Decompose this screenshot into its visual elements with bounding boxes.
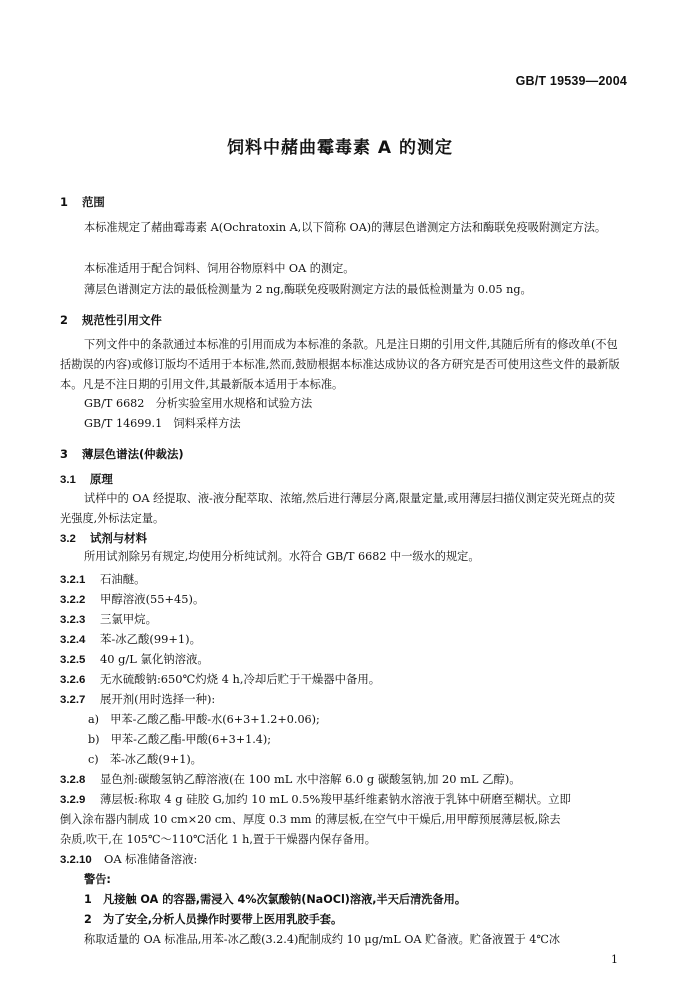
clause-text-continued: 杂质,吹干,在 105℃～110℃活化 1 h,置于干燥器内保存备用。 bbox=[60, 833, 376, 846]
paragraph: 本标准适用于配合饲料、饲用谷物原料中 OA 的测定。 bbox=[84, 262, 355, 275]
clause-text: 薄层板:称取 4 g 硅胶 G,加约 10 mL 0.5%羧甲基纤维素钠水溶液于乳钵中研磨至糊状。立即 bbox=[100, 792, 571, 806]
section-2-heading bbox=[60, 312, 162, 328]
paragraph: 薄层色谱测定方法的最低检测量为 2 ng,酶联免疫吸附测定方法的最低检测量为 0.05 ng。 bbox=[84, 283, 532, 296]
paragraph: 本标准规定了赭曲霉毒素 A(Ochratoxin A,以下简称 OA)的薄层色谱测定方法和酶联免疫吸附测定方法。 bbox=[84, 221, 607, 234]
clause-item bbox=[60, 851, 197, 867]
clause-number: 3.2.10 bbox=[60, 854, 92, 866]
subsection-3-2 bbox=[60, 530, 147, 546]
section-number: 3 bbox=[60, 447, 68, 461]
clause-text: OA 标准储备溶液: bbox=[104, 852, 198, 866]
section-number: 1 bbox=[60, 195, 68, 209]
standard-number: GB/T 19539—2004 bbox=[515, 74, 627, 88]
clause-item bbox=[60, 591, 204, 607]
clause-text: 显色剂:碳酸氢钠乙醇溶液(在 100 mL 水中溶解 6.0 g 碳酸氢钠,加 20 mL 乙醇)。 bbox=[100, 772, 521, 786]
clause-text: 无水硫酸钠:650℃灼烧 4 h,冷却后贮于干燥器中备用。 bbox=[100, 672, 381, 686]
clause-item bbox=[60, 671, 380, 687]
subsection-title: 试剂与材料 bbox=[90, 531, 147, 545]
clause-number: 3.2.3 bbox=[60, 614, 86, 626]
warning-item: 1 凡接触 OA 的容器,需浸入 4%次氯酸钠(NaOCl)溶液,半天后清洗备用。 bbox=[84, 893, 467, 906]
reference-item: GB/T 6682 分析实验室用水规格和试验方法 bbox=[84, 397, 313, 410]
clause-number: 3.2.9 bbox=[60, 794, 86, 806]
clause-text: 40 g/L 氯化钠溶液。 bbox=[100, 652, 209, 666]
clause-item bbox=[60, 791, 571, 807]
paragraph: 试样中的 OA 经提取、液-液分配萃取、浓缩,然后进行薄层分离,限量定量,或用薄层扫描仪测定荧光斑点的荧光强度,外标法定量。 bbox=[60, 492, 616, 525]
clause-number: 3.2.7 bbox=[60, 694, 86, 706]
list-item: c) 苯-冰乙酸(9+1)。 bbox=[88, 753, 202, 766]
section-number: 2 bbox=[60, 313, 68, 327]
section-title: 范围 bbox=[82, 195, 105, 209]
clause-text: 展开剂(用时选择一种): bbox=[100, 692, 216, 706]
clause-number: 3.2.4 bbox=[60, 634, 86, 646]
document-title: 饲料中赭曲霉毒素 A 的测定 bbox=[227, 138, 453, 158]
clause-text: 苯-冰乙酸(99+1)。 bbox=[100, 632, 201, 646]
warning-label: 警告: bbox=[84, 873, 111, 886]
clause-item bbox=[60, 691, 215, 707]
clause-number: 3.2.8 bbox=[60, 774, 86, 786]
list-item: b) 甲苯-乙酸乙酯-甲酸(6+3+1.4); bbox=[88, 733, 272, 746]
warning-item: 2 为了安全,分析人员操作时要带上医用乳胶手套。 bbox=[84, 913, 343, 926]
clause-item bbox=[60, 571, 146, 587]
paragraph: 下列文件中的条款通过本标准的引用而成为本标准的条款。凡是注日期的引用文件,其随后所有的修改单(不包括勘误的内容)或修订版均不适用于本标准,然而,鼓励根据本标准达成协议的各方研究是否可使用这些文件的最新版本。凡是不注日期的引用文件,其最新版本适用于本标准。 bbox=[60, 338, 620, 391]
clause-number: 3.2.2 bbox=[60, 594, 86, 606]
clause-item bbox=[60, 611, 157, 627]
section-title: 薄层色谱法(仲裁法) bbox=[82, 447, 184, 461]
section-3-heading bbox=[60, 446, 184, 462]
reference-item: GB/T 14699.1 饲料采样方法 bbox=[84, 417, 241, 430]
subsection-number: 3.2 bbox=[60, 533, 76, 545]
section-1-heading bbox=[60, 194, 105, 210]
section-title: 规范性引用文件 bbox=[82, 313, 162, 327]
subsection-3-1 bbox=[60, 471, 113, 487]
page-number: 1 bbox=[611, 953, 618, 966]
clause-item bbox=[60, 771, 521, 787]
paragraph: 所用试剂除另有规定,均使用分析纯试剂。水符合 GB/T 6682 中一级水的规定。 bbox=[84, 550, 480, 563]
clause-text: 石油醚。 bbox=[100, 572, 146, 586]
clause-item bbox=[60, 651, 209, 667]
paragraph-line: 称取适量的 OA 标准品,用苯-冰乙酸(3.2.4)配制成约 10 μg/mL OA 贮备液。贮备液置于 4℃冰 bbox=[84, 933, 561, 946]
subsection-number: 3.1 bbox=[60, 474, 76, 486]
clause-number: 3.2.5 bbox=[60, 654, 86, 666]
clause-text: 甲醇溶液(55+45)。 bbox=[100, 592, 205, 606]
clause-text: 三氯甲烷。 bbox=[100, 612, 157, 626]
clause-number: 3.2.1 bbox=[60, 574, 86, 586]
clause-number: 3.2.6 bbox=[60, 674, 86, 686]
clause-item bbox=[60, 631, 201, 647]
list-item: a) 甲苯-乙酸乙酯-甲酸-水(6+3+1.2+0.06); bbox=[88, 713, 320, 726]
clause-text-continued: 倒入涂布器内制成 10 cm×20 cm、厚度 0.3 mm 的薄层板,在空气中干燥后,用甲醇预展薄层板,除去 bbox=[60, 813, 561, 826]
subsection-title: 原理 bbox=[90, 472, 113, 486]
